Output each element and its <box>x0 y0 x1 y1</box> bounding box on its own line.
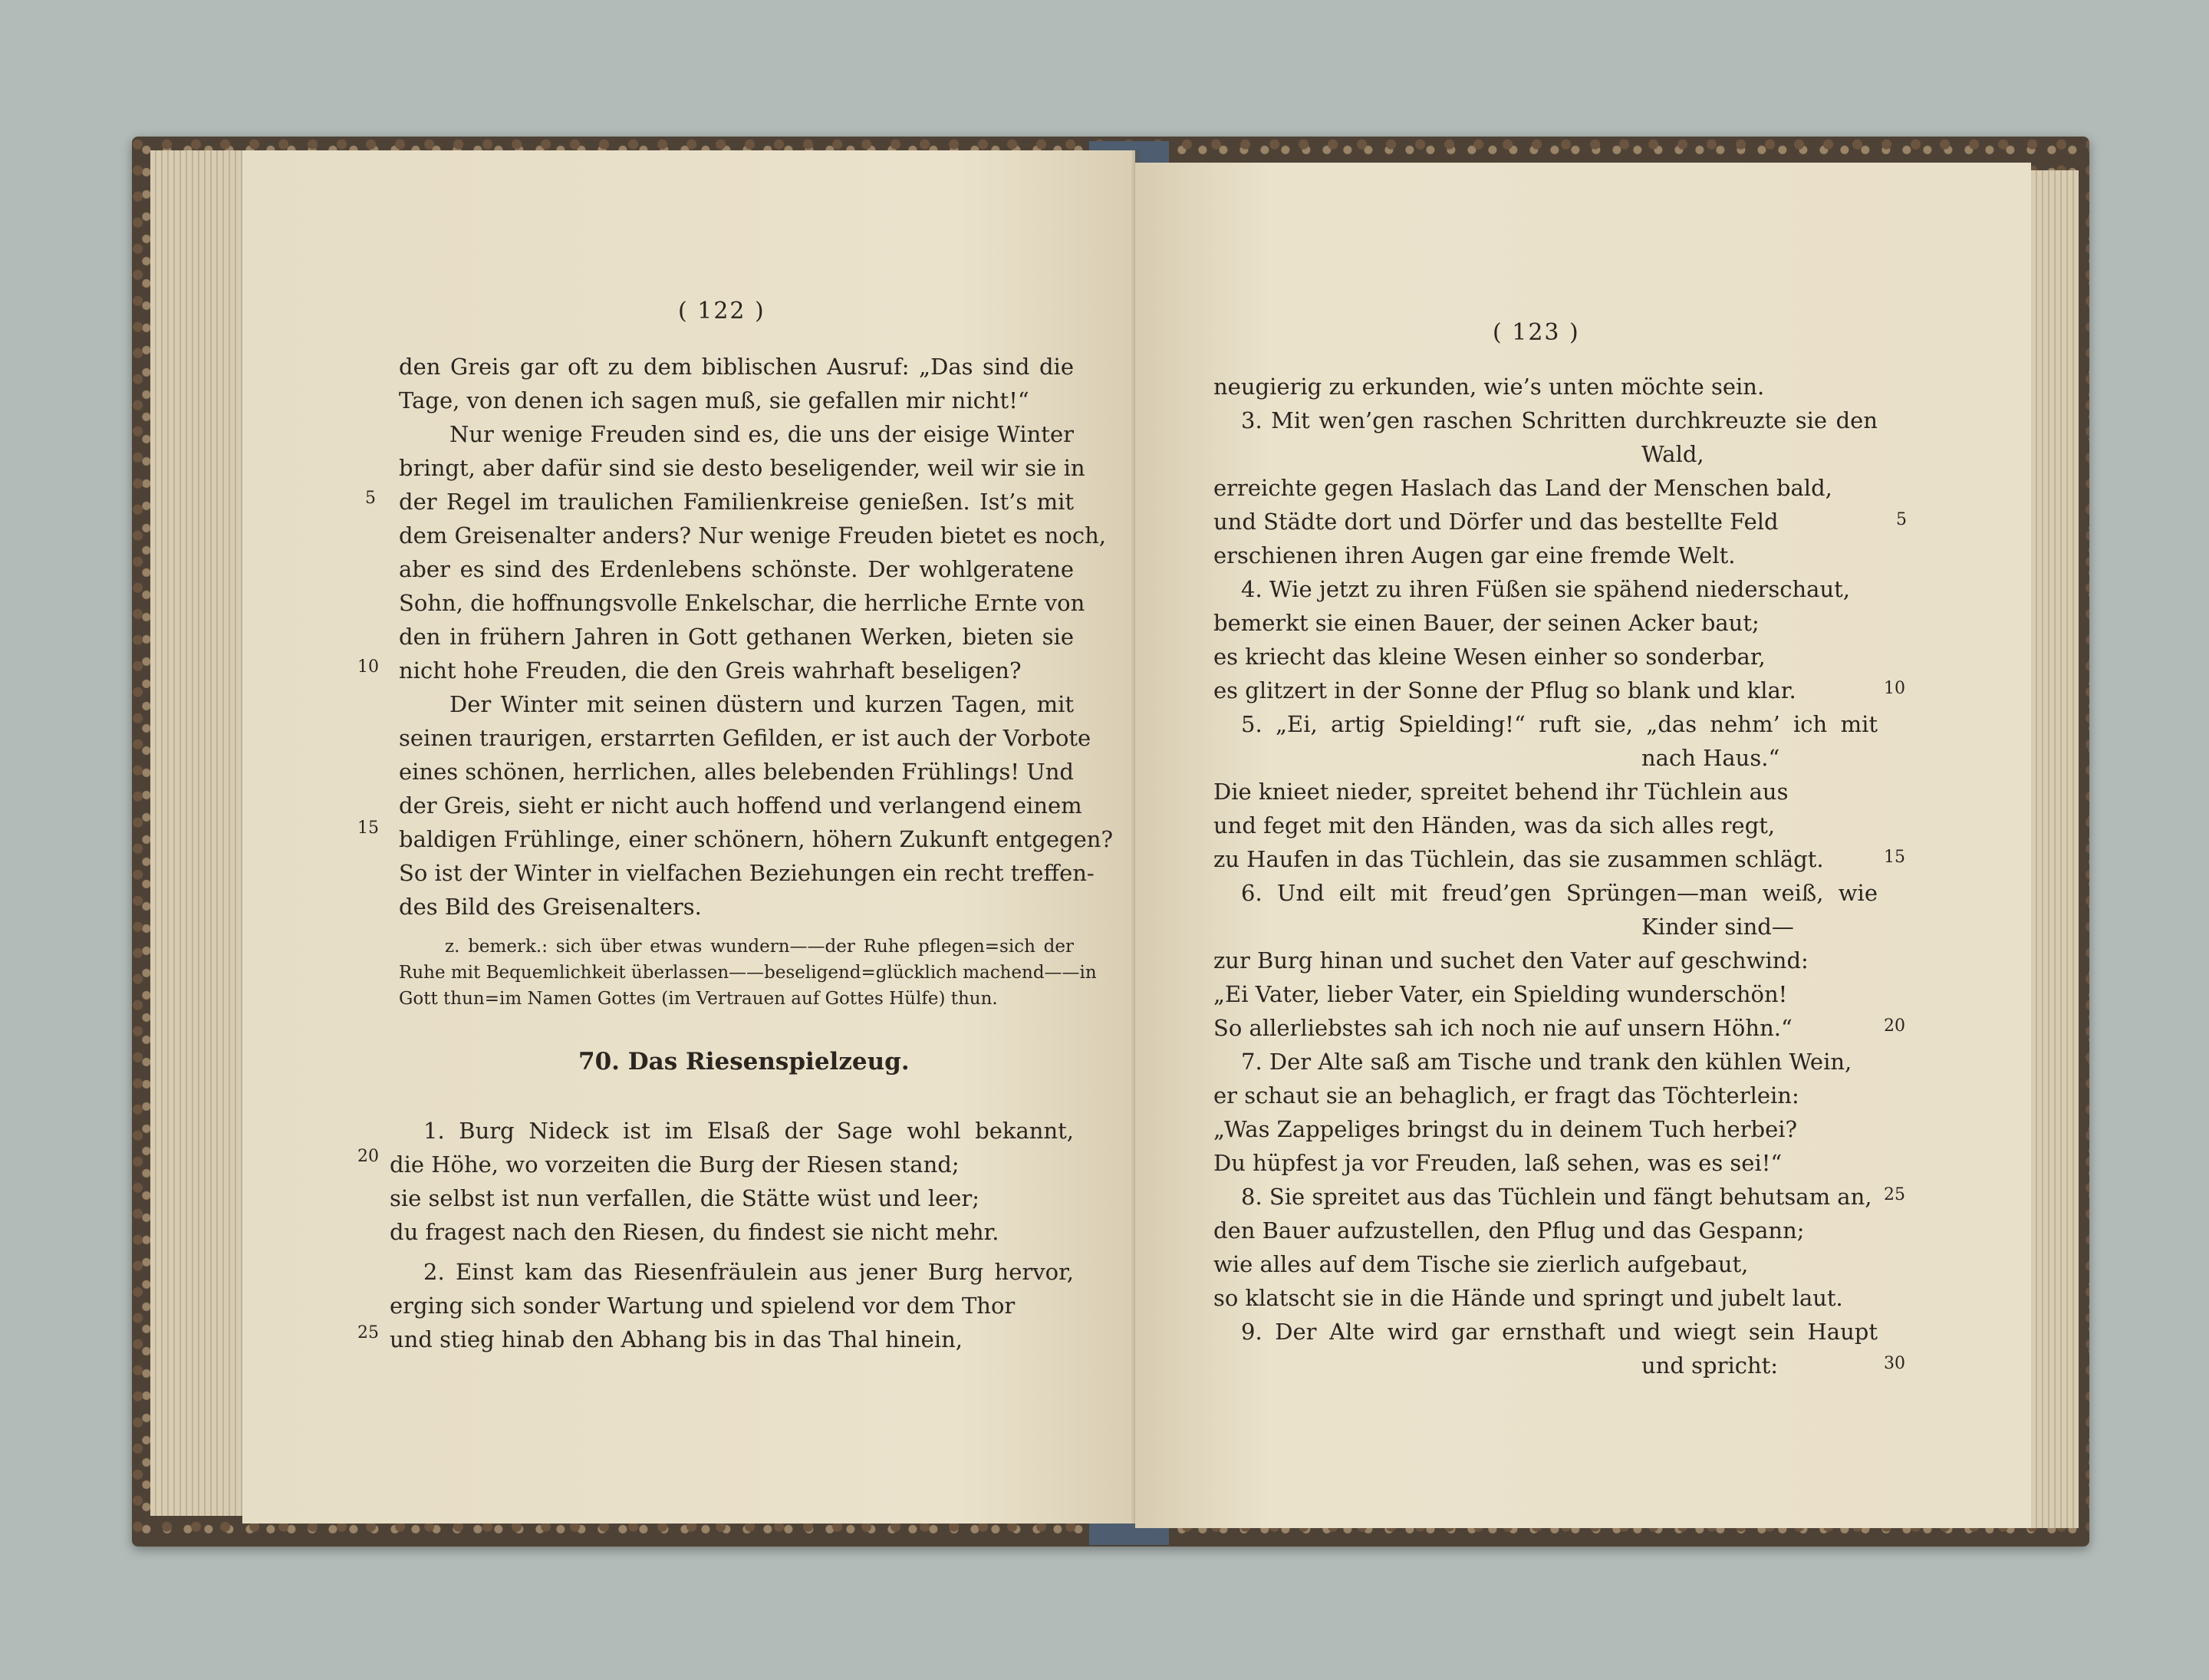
line-number: 20 <box>357 1147 379 1166</box>
line-number: 5 <box>1896 510 1907 529</box>
line-number: 5 <box>365 489 376 508</box>
poem-line: „Ei Vater, lieber Vater, ein Spielding wunderschön! <box>1213 981 1788 1007</box>
line-number: 10 <box>1884 679 1905 698</box>
prose-line: So ist der Winter in vielfachen Beziehungen ein recht treffen- <box>399 860 1095 886</box>
page-edges-left <box>150 150 245 1516</box>
poem-line: neugierig zu erkunden, wie’s unten möchte sein. <box>1213 374 1765 400</box>
poem-line: es kriecht das kleine Wesen einher so sonderbar, <box>1213 644 1766 670</box>
poem-line: und spricht: <box>1641 1352 1779 1379</box>
poem-line: „Was Zappeliges bringst du in deinem Tuch herbei? <box>1213 1116 1798 1142</box>
page-edges-right <box>2025 170 2079 1528</box>
poem-line: 9. Der Alte wird gar ernsthaft und wiegt sein Haupt <box>1241 1319 1878 1345</box>
prose-line: seinen traurigen, erstarrten Gefilden, er ist auch der Vorbote <box>399 725 1091 751</box>
line-number: 30 <box>1884 1354 1905 1373</box>
prose-line: dem Greisenalter anders? Nur wenige Freuden bietet es noch, <box>399 522 1106 548</box>
line-number: 15 <box>357 819 379 838</box>
poem-line: erreichte gegen Haslach das Land der Menschen bald, <box>1213 475 1832 501</box>
poem-line: zur Burg hinan und suchet den Vater auf geschwind: <box>1213 947 1809 973</box>
prose-line: aber es sind des Erdenlebens schönste. Der wohlgeratene <box>399 556 1074 582</box>
poem-line: bemerkt sie einen Bauer, der seinen Acker baut; <box>1213 610 1760 636</box>
prose-line: Sohn, die hoffnungsvolle Enkelschar, die herrliche Ernte von <box>399 590 1085 616</box>
poem-line: er schaut sie an behaglich, er fragt das Töchterlein: <box>1213 1082 1799 1108</box>
line-number: 10 <box>357 657 379 677</box>
prose-line: den in frühern Jahren in Gott gethanen Werken, bieten sie <box>399 624 1074 650</box>
poem-line: 7. Der Alte saß am Tische und trank den kühlen Wein, <box>1241 1049 1852 1075</box>
poem-line: 1. Burg Nideck ist im Elsaß der Sage wohl bekannt, <box>423 1118 1074 1144</box>
prose-line: Nur wenige Freuden sind es, die uns der eisige Winter <box>449 421 1074 447</box>
poem-line: erschienen ihren Augen gar eine fremde Welt. <box>1213 542 1736 568</box>
prose-line: den Greis gar oft zu dem biblischen Ausruf: „Das sind die <box>399 354 1074 380</box>
prose-line: des Bild des Greisenalters. <box>399 894 702 920</box>
prose-line: der Regel im traulichen Familienkreise genießen. Ist’s mit <box>399 489 1074 515</box>
footnote-line: Ruhe mit Bequemlichkeit überlassen——beseligend=glücklich machend——in <box>399 963 1097 983</box>
poem-line: So allerliebstes sah ich noch nie auf unsern Höhn.“ <box>1213 1015 1793 1041</box>
poem-line: 8. Sie spreitet aus das Tüchlein und fängt behutsam an, <box>1241 1184 1872 1210</box>
poem-line: Kinder sind— <box>1641 914 1794 940</box>
poem-line: du fragest nach den Riesen, du findest sie nicht mehr. <box>390 1219 999 1245</box>
poem-line: sie selbst ist nun verfallen, die Stätte wüst und leer; <box>390 1185 980 1211</box>
section-heading: 70. Das Riesenspielzeug. <box>578 1048 910 1076</box>
poem-line: den Bauer aufzustellen, den Pflug und das Gespann; <box>1213 1217 1805 1244</box>
poem-line: zu Haufen in das Tüchlein, das sie zusammen schlägt. <box>1213 846 1824 872</box>
line-number: 25 <box>1884 1185 1905 1204</box>
poem-line: Wald, <box>1641 441 1704 467</box>
poem-line: 6. Und eilt mit freud’gen Sprüngen—man weiß, wie <box>1241 880 1878 906</box>
prose-line: Tage, von denen ich sagen muß, sie gefallen mir nicht!“ <box>399 387 1029 413</box>
poem-line: erging sich sonder Wartung und spielend vor dem Thor <box>390 1293 1016 1319</box>
prose-line: bringt, aber dafür sind sie desto beseligender, weil wir sie in <box>399 455 1085 481</box>
poem-line: es glitzert in der Sonne der Pflug so blank und klar. <box>1213 677 1796 703</box>
line-number: 25 <box>357 1323 379 1342</box>
poem-line: 5. „Ei, artig Spielding!“ ruft sie, „das nehm’ ich mit <box>1241 711 1878 737</box>
right-page <box>1135 163 2031 1528</box>
poem-line: die Höhe, wo vorzeiten die Burg der Riesen stand; <box>390 1151 960 1178</box>
prose-line: Der Winter mit seinen düstern und kurzen Tagen, mit <box>449 691 1074 717</box>
poem-line: Die knieet nieder, spreitet behend ihr Tüchlein aus <box>1213 779 1789 805</box>
page-number: ( 122 ) <box>678 298 765 324</box>
poem-line: Du hüpfest ja vor Freuden, laß sehen, was es sei!“ <box>1213 1150 1783 1176</box>
poem-line: 3. Mit wen’gen raschen Schritten durchkreuzte sie den <box>1241 407 1878 433</box>
page-number: ( 123 ) <box>1493 319 1580 346</box>
poem-line: und feget mit den Händen, was da sich alles regt, <box>1213 812 1776 838</box>
poem-line: wie alles auf dem Tische sie zierlich aufgebaut, <box>1213 1251 1749 1277</box>
prose-line: eines schönen, herrlichen, alles belebenden Frühlings! Und <box>399 759 1074 785</box>
left-page <box>242 150 1135 1524</box>
footnote-line: z. bemerk.: sich über etwas wundern——der Ruhe pflegen=sich der <box>445 937 1074 957</box>
prose-line: der Greis, sieht er nicht auch hoffend und verlangend einem <box>399 792 1082 819</box>
line-number: 20 <box>1884 1016 1905 1036</box>
poem-line: nach Haus.“ <box>1641 745 1780 771</box>
footnote-line: Gott thun=im Namen Gottes (im Vertrauen auf Gottes Hülfe) thun. <box>399 989 998 1009</box>
prose-line: nicht hohe Freuden, die den Greis wahrhaft beseligen? <box>399 657 1022 684</box>
line-number: 15 <box>1884 848 1905 867</box>
poem-line: und stieg hinab den Abhang bis in das Thal hinein, <box>390 1326 963 1352</box>
poem-line: 4. Wie jetzt zu ihren Füßen sie spähend niederschaut, <box>1241 576 1850 602</box>
prose-line: baldigen Frühlinge, einer schönern, höhern Zukunft entgegen? <box>399 826 1114 852</box>
poem-line: 2. Einst kam das Riesenfräulein aus jener Burg hervor, <box>423 1259 1074 1285</box>
poem-line: so klatscht sie in die Hände und springt und jubelt laut. <box>1213 1285 1843 1311</box>
poem-line: und Städte dort und Dörfer und das bestellte Feld <box>1213 509 1779 535</box>
